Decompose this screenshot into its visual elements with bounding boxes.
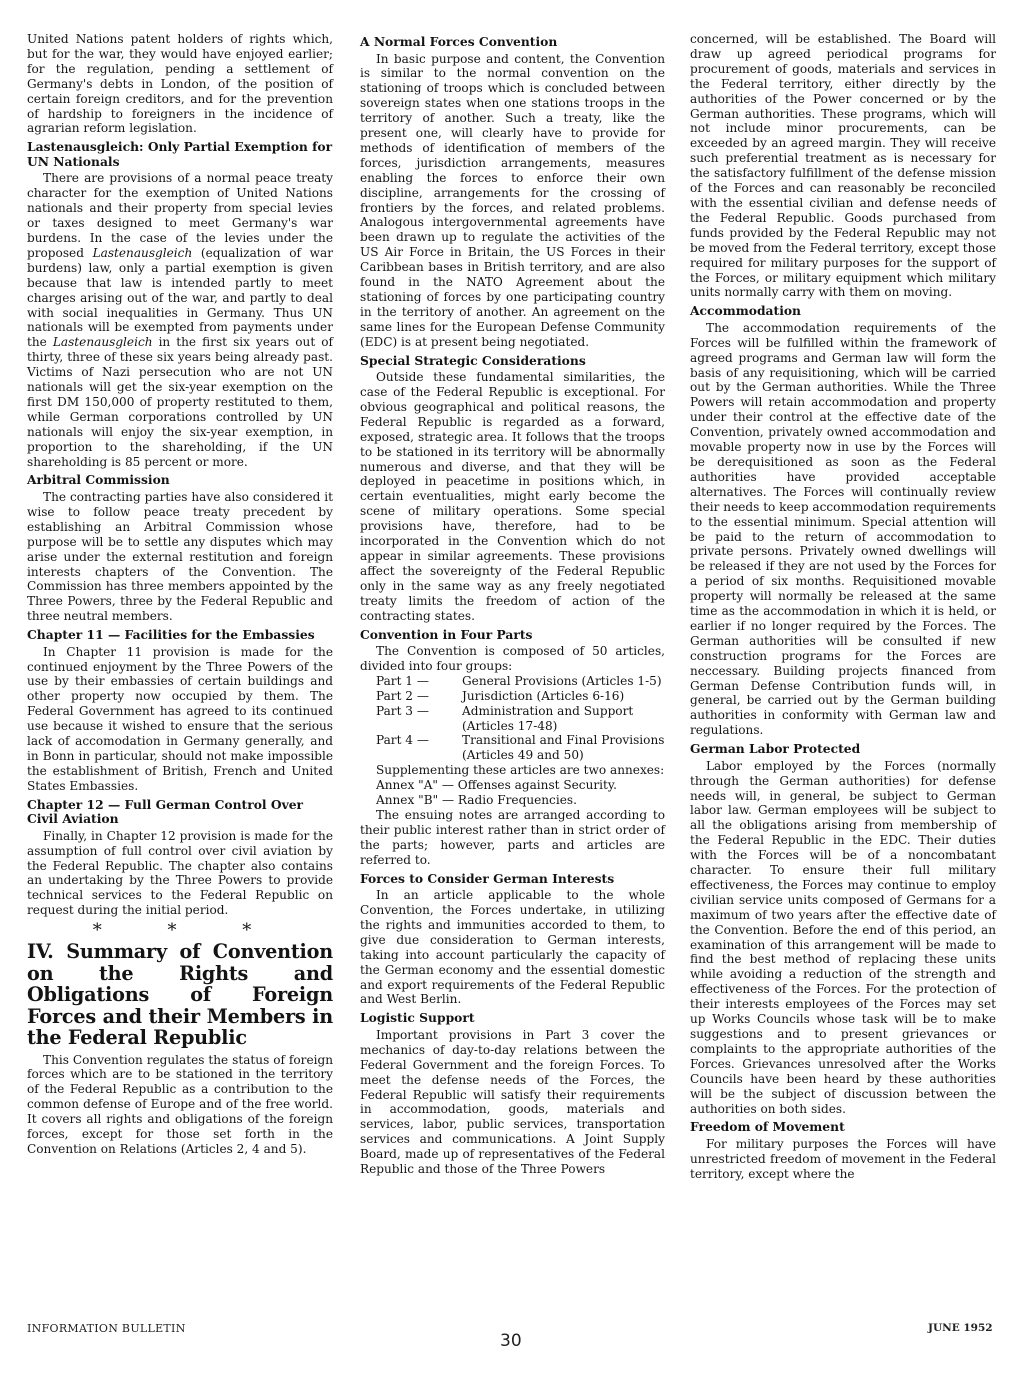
list-item [376, 704, 665, 734]
heading-german-labor: German Labor Protected [690, 741, 861, 757]
paragraph-four-parts: The Convention is composed of 50 articles, divided into four groups: [360, 644, 665, 673]
heading-four-parts: Convention in Four Parts [360, 626, 533, 642]
paragraph-german-interests: In an article applicable to the whole Convention, the Forces undertake, in utilizing the rights and immunities accorded to them, to give due consideration to German interests, taking into account particularly the capacity of the German economy and the essential domestic and export requirements of the Federal Republic and West Berlin. [360, 888, 665, 1007]
heading-lastenausgleich: Lastenausgleich: Only Partial Exemption for UN Nationals [27, 139, 333, 169]
list-item: Annex "B" — Radio Frequencies. [376, 793, 577, 808]
list-item [376, 689, 665, 704]
heading-logistic: Logistic Support [360, 1010, 475, 1026]
part-description: Jurisdiction (Articles 6-16) [462, 688, 625, 703]
part-label: Part 1 — [376, 673, 429, 688]
heading-accommodation: Accommodation [690, 303, 802, 319]
section-divider-stars: * * * [92, 920, 282, 942]
page-number: 30 [500, 1331, 522, 1351]
list-item [376, 733, 665, 763]
footer-publication-name: INFORMATION BULLETIN [27, 1322, 186, 1335]
paragraph-accommodation: The accommodation requirements of the Forces will be fulfilled within the framework of agreed programs and German law will form the basis of any requisitioning, which will be carried out by the German authorities. While the Three Powers will retain accommodation and property under their control at the effective date of the Convention, privately owned accommodation and movable property now in use by the Forces will be derequisitioned as soon as the Federal authorities have provided acceptable alternatives. The Forces will continually review their needs to keep accommodation requirements to the essential minimum. Special attention will be paid to the return of accommodation to private persons. Privately owned dwellings will be released if they are not used by the Forces for a period of six months. Requisitioned movable property will normally be released at the same time as the accommodation in which it is held, or earlier if no longer required by the Forces. The German authorities will be consulted if new construction programs for the Forces are neccessary. Building projects financed from German Defense Contribution funds will, in general, be carried out by the German building authorities in conformity with German law and regulations. [690, 320, 997, 738]
italic-term: Lastenausgleich [52, 335, 153, 350]
paragraph-supplementing: Supplementing these articles are two annexes: [376, 763, 665, 778]
text-run: (equalization of war burdens) law, only a partial exemption is given because that law is intended partly to meet charges arising out of the war, and partly to deal with social inequalities in Germany. Thus UN nationals will be exempted from payments under the [27, 245, 333, 350]
paragraph-freedom-of-movement: For military purposes the Forces will have unrestricted freedom of movement in the Federal territory, except where the [690, 1136, 996, 1181]
text-run: in the first six years out of thirty, three of these six years being already past. Victims of Nazi persecution who are not UN nationals will get the six-year exemption on the first DM 150,000 of property restituted to them, while German corporations controlled by UN nationals will enjoy the six-year exemption, in proportion to the shareholding, if the UN shareholding is 85 percent or more. [27, 335, 333, 469]
paragraph-summary: This Convention regulates the status of foreign forces which are to be stationed in the territory of the Federal Republic as a contribution to the common defense of Europe and of the free world. It covers all rights and obligations of the foreign forces, except for those set forth in the Convention on Relations (Articles 2, 4 and 5). [27, 1052, 333, 1156]
heading-freedom-of-movement: Freedom of Movement [690, 1119, 845, 1135]
paragraph-arbitral: The contracting parties have also considered it wise to follow peace treaty precedent by establishing an Arbitral Commission whose purpose will be to settle any disputes which may arise under the external restitution and foreign interests chapters of the Convention. The Commission has three members appointed by the Three Powers, three by the Federal Republic and three neutral members. [27, 489, 333, 624]
list-item: Annex "A" — Offenses against Security. [376, 778, 617, 793]
footer-issue-date: JUNE 1952 [928, 1322, 993, 1334]
heading-german-interests: Forces to Consider German Interests [360, 870, 615, 886]
part-description: General Provisions (Articles 1-5) [462, 673, 662, 688]
part-label: Part 4 — [376, 733, 429, 748]
heading-normal-forces: A Normal Forces Convention [360, 34, 558, 49]
section-title: IV. Summary of Convention on the Rights and Obligations of Foreign Forces and their Members in the Federal Republic [27, 940, 333, 1050]
part-label: Part 3 — [376, 703, 429, 718]
paragraph-strategic: Outside these fundamental similarities, the case of the Federal Republic is exceptional. For obvious geographical and political reasons, the Federal Republic is regarded as a forward, exposed, strategic area. It follows that the troops to be stationed in its territory will be abnormally numerous and diverse, and that they will be deployed in peacetime in positions which, in certain eventualities, might early become the scene of military operations. Some special provisions have, therefore, had to be incorporated in the Convention which do not appear in similar agreements. These provisions affect the sovereignty of the Federal Republic only in the same way as any freely negotiated treaty limits the freedom of action of the contracting states. [360, 370, 665, 623]
paragraph-normal-forces: In basic purpose and content, the Convention is similar to the normal convention on the stationing of troops which is concluded between sovereign states when one stations troops in the territory of another. Such a treaty, like the present one, will clearly have to provide for methods of identification of members of the forces, jurisdiction arrangements, measures enabling the forces to enforce their own discipline, arrangements for the crossing of frontiers by the forces, and related problems. Analogous intergovernmental agreements have been drawn up to regulate the activities of the US Air Force in Britain, the US Forces in their Caribbean bases in British territory, and are also found in the NATO Agreement about the stationing of forces by one participating country in the territory of another. An agreement on the same lines for the European Defense Community (EDC) is at present being negotiated. [360, 51, 665, 349]
heading-arbitral-commission: Arbitral Commission [27, 472, 170, 488]
paragraph-german-labor: Labor employed by the Forces (normally through the German authorities) for defense needs will, in general, be subject to German labor law. German employees will be subject to all the obligations arising from membership of the Federal Republic in the EDC. Their duties with the Forces will be of a noncombatant character. To ensure their full military effectiveness, the Forces may continue to employ civilian service units composed of Germans for a maximum of two years after the effective date of the Convention. Before the end of this period, an examination of this arrangement will be made to find the best method of replacing these units while avoiding a reduction of the strength and effectiveness of the Forces. For the protection of their interests employees of the Forces may set up Works Councils whose task will be to make suggestions and to present grievances or complaints to the appropriate authorities of the Forces. Grievances unresolved after the Works Councils have been heard by these authorities will be the subject of discussion between the authorities on both sides. [690, 758, 996, 1116]
paragraph: United Nations patent holders of rights which, but for the war, they would have enjoyed earlier; for the regulation, pending a settlement of Germany's debts in London, of the position of certain foreign creditors, and for the prevention of hardship to foreigners in the incidence of agrarian reform legislation. [27, 32, 333, 136]
part-description: Administration and Support (Articles 17-48) [462, 703, 634, 733]
paragraph-chapter-11: In Chapter 11 provision is made for the continued enjoyment by the Three Powers of the use by their embassies of certain buildings and other property now occupied by them. The Federal Government has agreed to its continued use because it wished to ensure that the serious lack of accomodation in Germany generally, and in Bonn in particular, should not make impossible the establishment of British, French and United States Embassies. [27, 644, 333, 793]
part-description: Transitional and Final Provisions (Articles 49 and 50) [462, 733, 665, 763]
column-2 [360, 32, 665, 1177]
paragraph-chapter-12: Finally, in Chapter 12 provision is made for the assumption of full control over civil aviation by the Federal Republic. The chapter also contains an undertaking by the Three Powers to provide technical services to the Federal Republic on request during the initial period. [27, 828, 333, 918]
part-label: Part 2 — [376, 688, 429, 703]
paragraph-notes: The ensuing notes are arranged according to their public interest rather than in strict order of the parts; however, parts and articles are referred to. [360, 808, 665, 867]
paragraph-lastenausgleich [27, 171, 333, 469]
list-item [376, 674, 665, 689]
text-run: There are provisions of a normal peace treaty character for the exemption of United Nations nationals and their property from special levies or taxes designed to meet Germany's war burdens. In the case of the levies under the proposed [27, 171, 333, 260]
column-1 [27, 32, 333, 1157]
paragraph-continued: concerned, will be established. The Board will draw up agreed periodical programs for procurement of goods, materials and services in the Federal territory, either directly by the authorities of the Power concerned or by the German authorities. These programs, which will not include minor procurements, can be exceeded by an agreed margin. They will receive such preferential treatment as is necessary for the satisfactory fulfillment of the defense mission of the Forces and can reasonably be reconciled with the essential civilian and defense needs of the Federal Republic. Goods purchased from funds provided by the Federal Republic may not be moved from the Federal territory, except those required for military purposes for the support of the Forces, or military equipment which military units normally carry with them on moving. [690, 32, 996, 300]
heading-chapter-12: Chapter 12 — Full German Control Over Civil Aviation [27, 796, 304, 827]
italic-term: Lastenausgleich [92, 245, 193, 260]
parts-list [360, 674, 665, 763]
heading-chapter-11: Chapter 11 — Facilities for the Embassies [27, 627, 315, 643]
heading-strategic: Special Strategic Considerations [360, 352, 586, 368]
column-3 [690, 32, 996, 1182]
paragraph-logistic: Important provisions in Part 3 cover the mechanics of day-to-day relations between the Federal Government and the foreign Forces. To meet the defense needs of the Forces, the Federal Republic will satisfy their requirements in accommodation, goods, materials and services, labor, public services, transportation services and communications. A Joint Supply Board, made up of representatives of the Federal Republic and those of the Three Powers [360, 1027, 665, 1177]
